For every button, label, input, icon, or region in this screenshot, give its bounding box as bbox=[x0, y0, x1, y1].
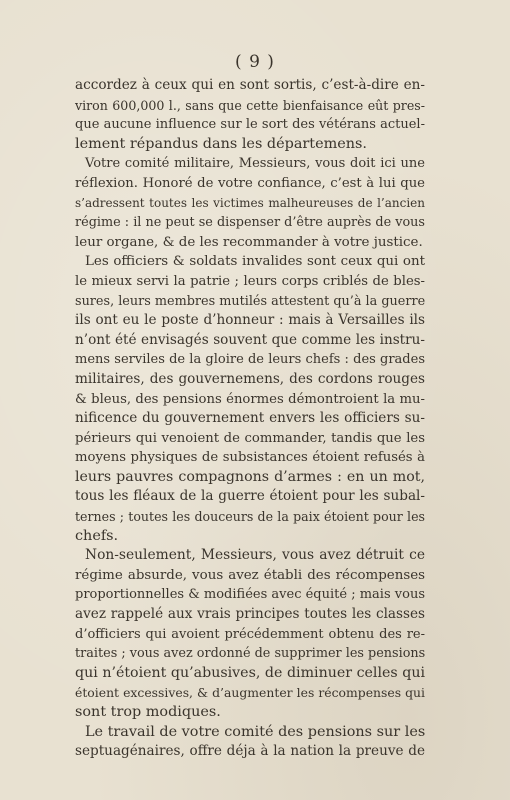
text-line: ils ont eu le poste d’honneur : mais à Versailles ils bbox=[75, 312, 425, 329]
text-line: Votre comité militaire, Messieurs, vous doit ici une bbox=[85, 156, 425, 172]
text-line: Le travail de votre comité des pensions sur les bbox=[85, 723, 426, 740]
text-line: proportionnelles & modifiées avec équité ; mais vous bbox=[75, 587, 425, 603]
text-line: septuagénaires, offre déja à la nation la preuve de bbox=[75, 743, 425, 760]
text-line: leurs pauvres compagnons d’armes : en un mot, bbox=[75, 468, 425, 485]
text-line: qui n’étoient qu’abusives, de diminuer celles qui bbox=[75, 664, 425, 681]
text-line: s’adressent toutes les victimes malheureuses de l’ancien bbox=[75, 195, 425, 210]
paragraph-1 bbox=[75, 76, 425, 154]
paragraph-3 bbox=[75, 252, 425, 546]
text-line: nificence du gouvernement envers les officiers su- bbox=[75, 410, 425, 427]
text-line: étoient excessives, & d’augmenter les récompenses qui bbox=[75, 685, 425, 701]
text-line: avez rappelé aux vrais principes toutes les classes bbox=[75, 606, 425, 623]
text-line: d’officiers qui avoient précédemment obtenu des re- bbox=[75, 626, 425, 642]
text-line: régime absurde, vous avez établi des récompenses bbox=[75, 567, 425, 583]
text-line: leur organe, & de les recommander à votre justice. bbox=[75, 234, 423, 250]
text-line: & bleus, des pensions énormes démontroient la mu- bbox=[75, 391, 425, 407]
body-text bbox=[75, 76, 425, 762]
text-line: Les officiers & soldats invalides sont ceux qui ont bbox=[85, 254, 425, 270]
text-line: le mieux servi la patrie ; leurs corps criblés de bles- bbox=[75, 273, 425, 289]
paragraph-2 bbox=[75, 154, 425, 252]
text-line: que aucune influence sur le sort des vétérans actuel- bbox=[75, 117, 425, 133]
text-line: viron 600,000 l., sans que cette bienfaisance eût pres- bbox=[75, 97, 425, 113]
text-line: chefs. bbox=[75, 527, 119, 544]
text-line: réflexion. Honoré de votre confiance, c’est à lui que bbox=[75, 175, 425, 191]
text-line: traites ; vous avez ordonné de supprimer les pensions bbox=[75, 646, 426, 662]
paragraph-5 bbox=[75, 723, 425, 762]
text-line: militaires, des gouvernemens, des cordons rouges bbox=[75, 370, 425, 387]
text-line: ternes ; toutes les douceurs de la paix étoient pour les bbox=[75, 509, 425, 525]
text-line: moyens physiques de subsistances étoient refusés à bbox=[75, 450, 425, 466]
text-line: n’ont été envisagés souvent que comme les instru- bbox=[75, 331, 425, 348]
text-line: sures, leurs membres mutilés attestent qu’à la guerre bbox=[75, 293, 426, 309]
text-line: mens serviles de la gloire de leurs chefs : des grades bbox=[75, 352, 425, 368]
text-line: accordez à ceux qui en sont sortis, c’est-à-dire en- bbox=[75, 77, 425, 93]
paragraph-4 bbox=[75, 546, 425, 722]
text-line: sont trop modiques. bbox=[75, 704, 221, 720]
text-line: périeurs qui venoient de commander, tandis que les bbox=[75, 430, 425, 446]
text-line: lement répandus dans les départemens. bbox=[75, 135, 367, 152]
page-number: ( 9 ) bbox=[235, 52, 275, 72]
text-line: Non-seulement, Messieurs, vous avez détruit ce bbox=[85, 547, 425, 564]
text-line: tous les fléaux de la guerre étoient pour les subal- bbox=[75, 488, 425, 505]
text-line: régime : il ne peut se dispenser d’être auprès de vous bbox=[75, 215, 425, 231]
